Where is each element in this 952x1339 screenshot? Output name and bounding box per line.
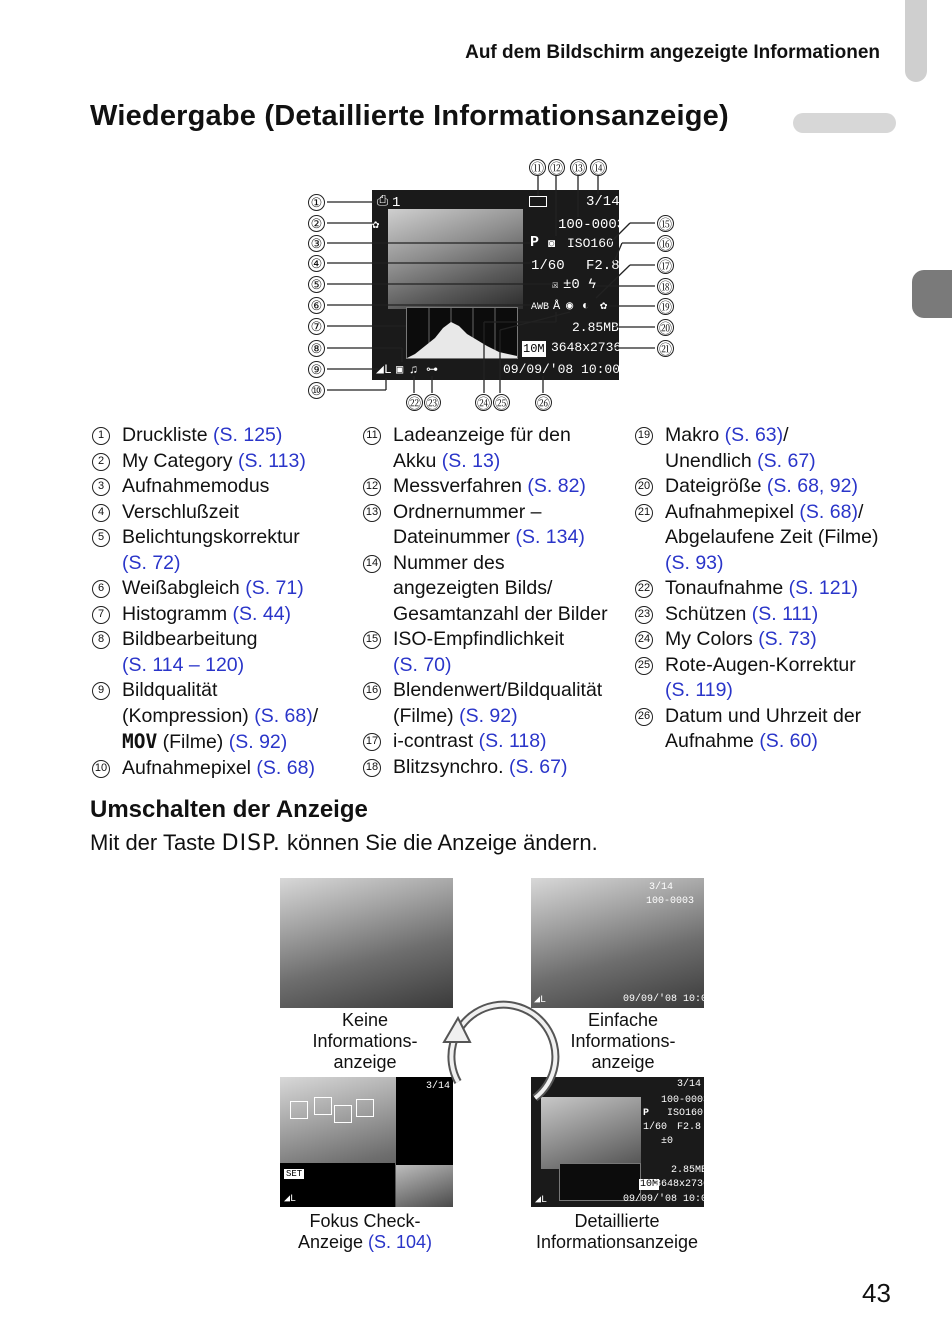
page-reference-link[interactable]: (S. 68) [799,500,858,523]
legend-number: 15 [363,631,381,649]
datetime: 09/09/'08 10:00 [503,362,621,377]
callout-2: ② [308,215,325,232]
page-reference-link[interactable]: (S. 72) [122,551,181,574]
legend-line [393,551,631,577]
callout-25: ㉕ [494,396,508,411]
legend-text: Rote-Augen-Korrektur [665,653,856,676]
legend-line [122,756,352,782]
legend-line [665,449,925,475]
legend-text: (Kompression) [122,704,255,727]
section-heading: Umschalten der Anzeige [90,796,368,823]
page-reference-link[interactable]: (S. 60) [759,730,818,752]
i-contrast-icon: ◐ [582,299,590,313]
legend-line [665,704,925,730]
page-reference-link[interactable]: (S. 114 – 120) [122,653,245,676]
detailed-size: 2.85MB [671,1165,708,1176]
callout-5: ⑤ [308,276,325,293]
legend-item [363,678,631,729]
legend-line [393,449,631,475]
legend-line [393,627,631,653]
legend-text: My Colors [665,628,759,650]
callout-18: ⑱ [658,280,672,295]
legend-item [92,500,352,526]
callout-8: ⑧ [308,340,325,357]
legend-item [363,551,631,628]
callout-22: ㉒ [407,396,421,411]
legend-text: Abgelaufene Zeit (Filme) [665,526,879,548]
legend-line [393,423,631,449]
legend-number: 20 [635,478,653,496]
focus-zoom-view [396,1165,453,1207]
sound-memo-icon: ♫ [410,363,418,377]
legend-text: Blitzsynchro. [393,755,509,778]
legend-text: / [857,500,864,523]
legend-line [665,653,925,679]
callout-24: ㉔ [476,396,490,411]
legend-number: 5 [92,529,110,547]
legend-line [122,729,352,756]
exposure-comp-icon: ☒ [552,280,559,292]
legend-number: 18 [363,759,381,777]
focus-index: 3/14 [426,1081,451,1092]
detailed-aperture: F2.8 [677,1122,702,1133]
detailed-iso: ISO160 [667,1108,704,1119]
exposure-value: ±0 [563,277,580,293]
legend-item [92,449,352,475]
legend-text: Gesamtanzahl der Bilder [393,602,608,625]
intro-text [90,830,598,856]
my-category-icon: ✿ [372,218,380,232]
legend-item [635,423,925,474]
print-count: 1 [392,195,401,211]
legend-text: Aufnahmemodus [122,475,270,497]
flash-icon: ϟ [588,277,597,293]
legend-line [122,678,352,704]
focus-set-badge: SET [286,1169,303,1179]
callout-17: ⑰ [658,259,672,274]
page-reference-link[interactable]: (S. 113) [237,449,306,472]
legend-text: Tonaufnahme [665,577,789,599]
legend-item [635,576,925,602]
simple-index: 3/14 [649,882,674,893]
callout-6: ⑥ [308,297,325,314]
legend-number: 1 [92,427,110,445]
thumb-focus-check [280,1077,453,1207]
legend-text: Messverfahren [393,475,528,497]
callout-16: ⑯ [658,237,672,252]
edit-icon: ▣ [396,363,404,377]
legend-line [393,653,631,679]
legend-line [122,474,352,500]
legend-number: 10 [92,760,110,778]
page-title: Wiedergabe (Detaillierte Informationsanzeige) [90,100,729,132]
callout-15: ⑮ [658,217,672,232]
legend-text: Dateinummer [393,526,516,548]
page-reference-link[interactable]: (S. 68) [256,756,315,779]
detailed-res-badge: 10M [640,1179,659,1190]
legend-item [92,474,352,500]
legend-number: 24 [635,631,653,649]
legend-text: angezeigten Bilds/ [393,577,553,599]
legend-text: Bildbearbeitung [122,628,258,650]
legend-item [363,627,631,678]
shutter-speed: 1/60 [531,258,565,274]
detailed-datetime: 09/09/'08 10:00 [623,1194,714,1205]
resolution: 3648x2736 [551,340,622,355]
callout-4: ④ [308,255,325,272]
legend-item [363,729,631,755]
page-reference-link[interactable]: (S. 71) [245,577,304,599]
red-eye-icon: ◉ [566,299,574,313]
legend-text: Makro [665,424,725,446]
legend-number: 14 [363,555,381,573]
legend-number: 3 [92,478,110,496]
legend-line [665,474,925,500]
page-reference-link[interactable]: (S. 13) [441,449,501,472]
page-reference-link[interactable]: (S. 111) [751,602,819,625]
legend-line [122,653,352,679]
legend-text: Ordnernummer – [393,500,542,523]
legend-item [635,653,925,704]
legend-item [363,474,631,500]
page-reference-link[interactable]: (S. 70) [393,653,452,676]
legend-text: Datum und Uhrzeit der [665,704,862,727]
caption-detailed-info: Detaillierte Informationsanzeige [535,1211,699,1252]
legend-text: Bildqualität [122,679,218,701]
legend-text: Schützen [665,602,752,625]
legend-text: Aufnahmepixel [122,756,257,779]
legend-line [665,602,925,628]
legend-text: Druckliste [122,424,214,446]
legend-text: Blendenwert/Bildqualität [393,679,603,701]
detailed-exposure: ±0 [661,1136,674,1147]
legend-column-3 [635,423,925,755]
legend-item [635,627,925,653]
legend-text: Aufnahme [665,730,760,752]
legend-column-2 [363,423,631,780]
page-reference-link[interactable]: (S. 73) [758,628,817,650]
legend-item [92,423,352,449]
legend-item [635,474,925,500]
callout-1: ① [308,194,325,211]
page-reference-link[interactable]: (S. 121) [788,577,858,599]
legend-item [363,423,631,474]
legend-number: 12 [363,478,381,496]
legend-text: (Filme) [393,704,460,727]
aperture-value: F2.8 [586,258,620,274]
page-reference-link[interactable]: (S. 119) [665,679,733,701]
page-reference-link[interactable]: (S. 125) [213,424,283,446]
legend-line [393,729,631,755]
callout-13: ⑬ [571,161,585,176]
page-reference-link[interactable]: (S. 93) [665,551,724,574]
legend-text: Nummer des [393,551,505,574]
print-list-icon: ⎙ [377,194,389,210]
legend-text: Verschlußzeit [122,500,240,523]
page-reference-link[interactable]: (S. 63) [724,424,784,446]
page-reference-link[interactable]: (S. 134) [515,526,585,548]
legend-item [92,678,352,756]
callout-7: ⑦ [308,318,325,335]
legend-line [122,576,352,602]
legend-number: 8 [92,631,110,649]
legend-number: 13 [363,504,381,522]
callout-9: ⑨ [308,361,325,378]
legend-number: 25 [635,657,653,675]
folder-file-number: 100-0003 [558,217,626,233]
macro-icon: ✿ [600,299,608,313]
callout-10: ⑩ [308,382,325,399]
page-reference-link[interactable]: (S. 82) [527,475,586,497]
page-number: 43 [862,1278,891,1308]
focus-frame [334,1105,352,1123]
page-reference-link[interactable]: (S. 68) [254,704,313,727]
legend-line [665,500,925,526]
legend-number: 2 [92,453,110,471]
detailed-quality-icon: ◢L [535,1195,548,1206]
legend-item [363,500,631,551]
detailed-index: 3/14 [677,1079,702,1090]
legend-number: 11 [363,427,381,445]
page-reference-link[interactable]: (S. 92) [459,704,518,727]
legend-item [363,755,631,781]
legend-line [393,525,631,551]
legend-line [665,551,925,577]
focus-quality-icon: ◢L [284,1194,297,1205]
caption-simple-info: Einfache Informations- anzeige [570,1010,676,1072]
callout-12: ⑫ [549,161,563,176]
legend-number: 16 [363,682,381,700]
callout-3: ③ [308,235,325,252]
legend-item [92,525,352,576]
legend-number: 9 [92,682,110,700]
focus-page-link[interactable]: (S. 104) [368,1232,433,1252]
running-header: Auf dem Bildschirm angezeigte Informationen [465,42,880,63]
callout-21: ㉑ [658,342,672,357]
protect-icon: ⊶ [426,363,438,377]
intro-before: Mit der Taste [90,830,222,855]
detailed-file: 100-0003 [661,1095,710,1106]
callout-14: ⑭ [591,161,605,176]
legend-text: ISO-Empfindlichkeit [393,628,565,650]
simple-datetime: 09/09/'08 10:00 [623,994,714,1005]
page-reference-link[interactable]: (S. 118) [478,730,547,752]
legend-text: Unendlich [665,449,758,472]
legend-line [122,704,352,730]
movie-icon: MOV [122,730,158,753]
legend-number: 21 [635,504,653,522]
legend-item [635,500,925,577]
legend-line [122,627,352,653]
legend-text: Belichtungskorrektur [122,526,300,548]
legend-text: Aufnahmepixel [665,500,800,523]
callout-26: ㉖ [536,396,550,411]
legend-text: / [312,704,319,727]
legend-text: Histogramm [122,602,233,625]
legend-number: 4 [92,504,110,522]
file-size: 2.85MB [572,320,619,335]
page-reference-link[interactable]: (S. 68, 92) [766,475,858,497]
detailed-res: 3648x2736 [655,1179,710,1190]
image-index: 3/14 [586,194,620,210]
legend-line [665,423,925,449]
legend-item [92,602,352,628]
legend-line [665,678,925,704]
legend-text: Akku [393,449,442,472]
legend-number: 26 [635,708,653,726]
legend-line [122,423,352,449]
legend-item [635,704,925,755]
page-reference-link[interactable]: (S. 67) [508,755,568,778]
legend-text: / [783,424,789,446]
callout-19: ⑲ [658,300,672,315]
legend-line [122,500,352,526]
white-balance-icon: AWB [531,302,550,313]
shooting-mode: P [530,234,540,251]
legend-line [665,576,925,602]
disp-button-label: DISP. [221,831,281,856]
focus-frame [290,1101,308,1119]
legend-line [393,755,631,781]
legend-line [122,551,352,577]
focus-frame [314,1097,332,1115]
legend-number: 19 [635,427,653,445]
legend-line [665,525,925,551]
legend-number: 23 [635,606,653,624]
page-reference-link[interactable]: (S. 44) [232,602,292,625]
legend-text: Ladeanzeige für den [393,424,571,446]
legend-text: (Filme) [157,731,229,753]
simple-quality-icon: ◢L [534,995,547,1006]
my-colors-icon: Å [553,299,561,313]
callout-lines [0,0,950,420]
iso-value: ISO160 [567,236,614,251]
legend-line [122,602,352,628]
legend-text: Dateigröße [665,475,767,497]
metering-icon: ◙ [548,237,556,251]
caption-no-info: Keine Informations- anzeige [312,1010,418,1072]
callout-23: ㉓ [425,396,439,411]
legend-number: 22 [635,580,653,598]
detailed-mode: P [643,1108,650,1119]
caption-focus-check: Fokus Check- Anzeige (S. 104) [297,1211,433,1252]
legend-number: 6 [92,580,110,598]
page-reference-link[interactable]: (S. 92) [228,731,288,753]
legend-line [393,500,631,526]
callout-11: ⑪ [530,161,544,176]
callout-20: ⑳ [658,321,672,336]
legend-number: 7 [92,606,110,624]
quality-icon: ◢L [376,362,392,377]
legend-line [393,602,631,628]
legend-column-1 [92,423,352,781]
legend-line [122,525,352,551]
detailed-shutter: 1/60 [643,1122,668,1133]
intro-after: können Sie die Anzeige ändern. [280,830,598,855]
legend-line [122,449,352,475]
legend-text: Weißabgleich [122,577,246,599]
legend-item [92,756,352,782]
thumb-no-info [280,878,453,1008]
legend-line [393,474,631,500]
focus-frame [356,1099,374,1117]
page-reference-link[interactable]: (S. 67) [757,449,816,472]
legend-item [635,602,925,628]
legend-line [665,627,925,653]
legend-number: 17 [363,733,381,751]
simple-file: 100-0003 [646,896,695,907]
legend-item [92,576,352,602]
resolution-badge: 10M [523,342,545,356]
legend-line [665,729,925,755]
legend-line [393,704,631,730]
legend-text: My Category [122,449,238,472]
legend-text: i-contrast [393,730,479,752]
legend-item [92,627,352,678]
legend-line [393,678,631,704]
legend-line [393,576,631,602]
